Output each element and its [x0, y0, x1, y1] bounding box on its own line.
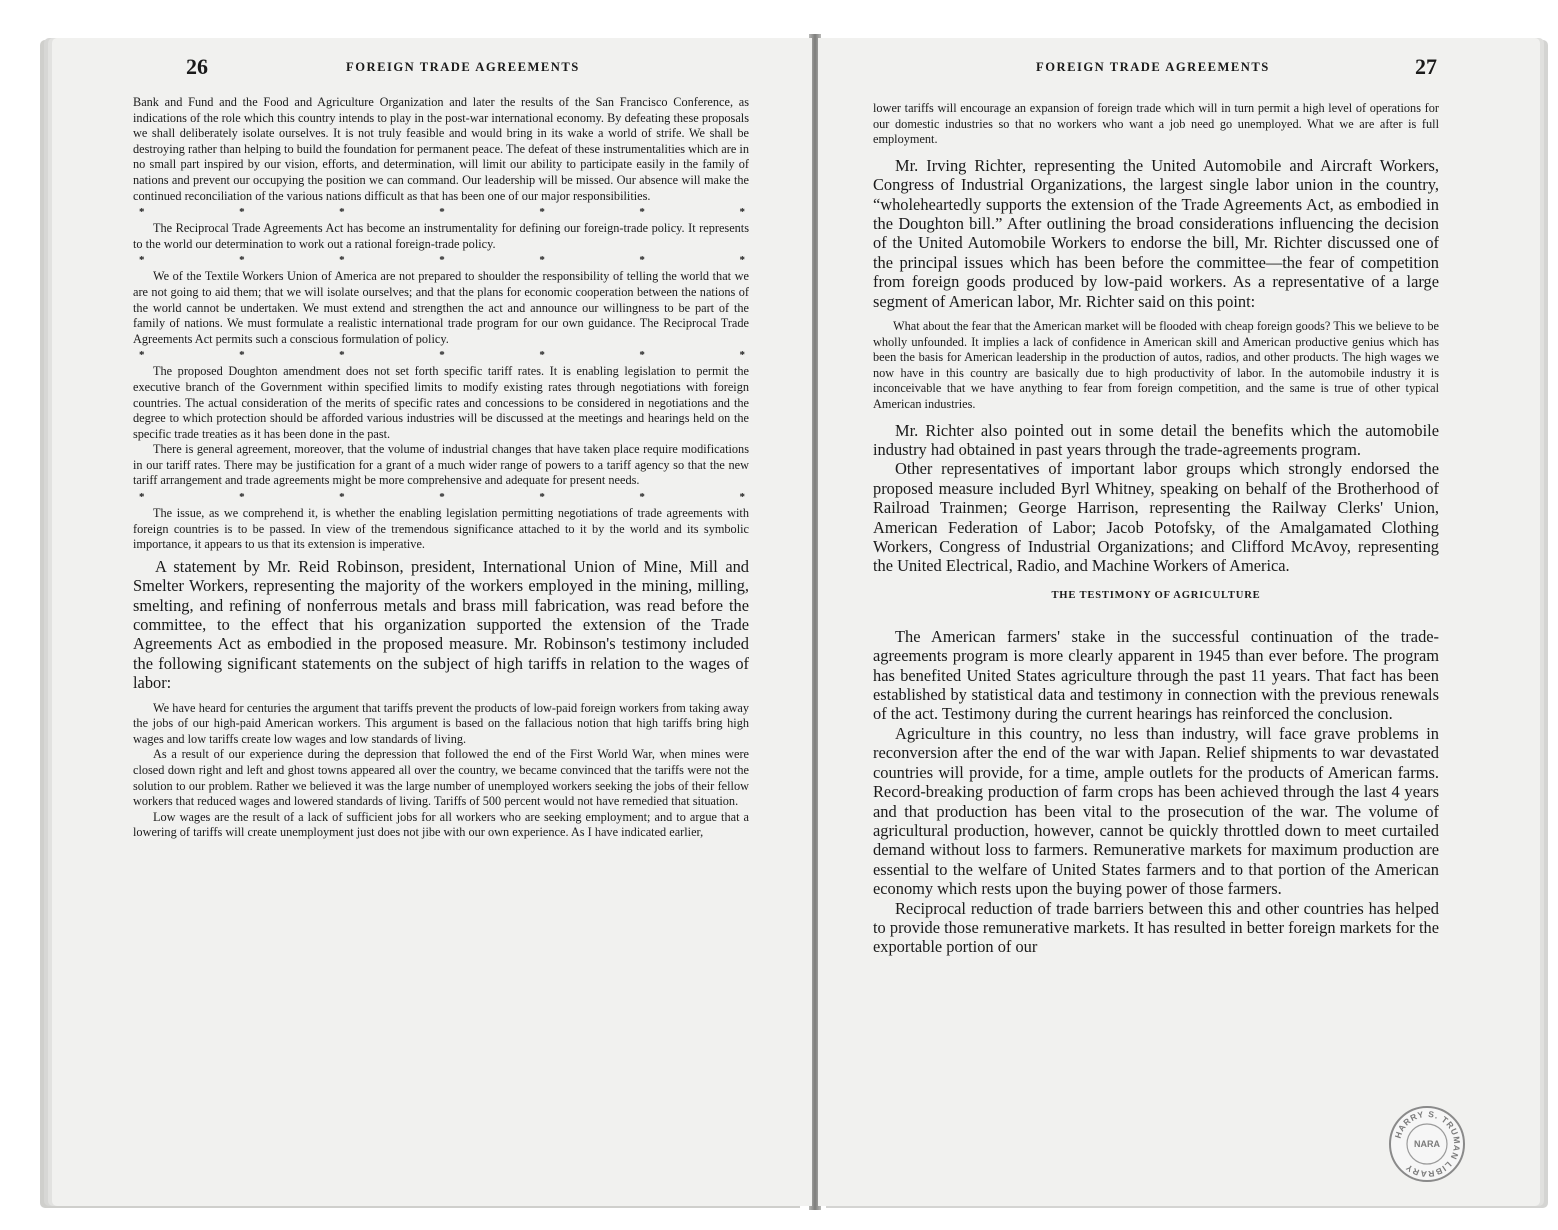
right-page-text — [873, 95, 1439, 957]
quoted-paragraph: There is general agreement, moreover, that the volume of industrial changes that have taken place require modifications in our tariff rates. There may be justification for a grant of a much wider range of powers to a tariff agency so that the new tariff arrangement and trade agreements might be more comprehensive and adequate for present needs. — [133, 442, 749, 488]
quoted-paragraph: lower tariffs will encourage an expansion of foreign trade which will in turn permit a high level of operations for our domestic industries so that no workers who want a job need go unemployed. What we are after is full employment. — [873, 101, 1439, 147]
quoted-paragraph: As a result of our experience during the depression that followed the end of the First World War, when mines were closed down right and left and ghost towns appeared all over the country, we became convinced that the tariffs were not the solution to our problem. Rather we believed it was the large number of unemployed workers seeking the jobs of their fellow workers that reduced wages and lowered standards of living. Tariffs of 500 percent would not have remedied that situation. — [133, 747, 749, 809]
quoted-paragraph: The Reciprocal Trade Agreements Act has become an instrumentality for defining our foreign-trade policy. It represents to the world our determination to work out a rational foreign-trade policy. — [133, 221, 749, 251]
quoted-paragraph: The proposed Doughton amendment does not set forth specific tariff rates. It is enabling legislation to permit the executive branch of the Government within specified limits to modify existing rates through negotiations with foreign countries. The actual consideration of the merits of specific rates and concessions to be considered in negotiations and the degree to which protection should be afforded various industries will be discussed at the meetings and hearings held on the specific trade treaties as it has been done in the past. — [133, 364, 749, 441]
body-paragraph: A statement by Mr. Reid Robinson, president, International Union of Mine, Mill and Smelter Workers, representing the majority of the workers employed in the mining, milling, smelting, and refining of nonferrous metals and brass mill fabrication, was read before the committee, to the effect that his organization supported the extension of the Trade Agreements Act as embodied in the proposed measure. Mr. Robinson's testimony included the following significant statements on the subject of high tariffs in relation to the wages of labor: — [133, 556, 749, 693]
left-page-text — [133, 95, 749, 841]
quoted-paragraph: Low wages are the result of a lack of sufficient jobs for all workers who are seeking employment; and to argue that a lowering of tariffs will create unemployment just does not jibe with our own experience. As I have indicated earlier, — [133, 809, 749, 840]
ellipsis-stars: * * * * * * * — [139, 349, 745, 362]
stamp-text: HARRY S. TRUMAN LIBRARY — [1392, 1108, 1463, 1180]
running-head: FOREIGN TRADE AGREEMENTS — [346, 60, 580, 74]
quoted-paragraph: Bank and Fund and the Food and Agriculture Organization and later the results of the San Francisco Conference, as indications of the role which this country intends to play in the post-war international economy. By defeating these proposals we shall deliberately isolate ourselves. It is not truly feasible and would bring in its wake a world of strife. We shall be destroying rather than helping to build the foundation for permanent peace. The defeat of these instrumentalities which are in no small part inspired by our vision, efforts, and determination, will limit our ability to participate easily in the family of nations and prevent our occupying the position we can command. Our leadership will be missed. Our absence will make the continued reconciliation of the various nations difficult as that has been one of our major responsibilities. — [133, 95, 749, 203]
left-page-header — [186, 54, 746, 78]
ellipsis-stars: * * * * * * * — [139, 491, 745, 504]
quoted-paragraph: We of the Textile Workers Union of America are not prepared to shoulder the responsibility of telling the world that we are not going to aid them; that we will isolate ourselves; and that the plans for economic cooperation between the nations of the world cannot be undertaken. We must extend and strengthen the act and announce our willingness to be part of the family of nations. We must formulate a realistic international trade program for our own guidance. The Reciprocal Trade Agreements Act permits such a conscious formulation of policy. — [133, 269, 749, 346]
stamp-center-text: NARA — [1414, 1139, 1440, 1149]
body-paragraph: Reciprocal reduction of trade barriers between this and other countries has helped to provide those remunerative markets. It has resulted in better foreign markets for the exportable portion of our — [873, 898, 1439, 957]
library-stamp — [1388, 1105, 1466, 1183]
body-paragraph: Agriculture in this country, no less than industry, will face grave problems in reconversion after the end of the war with Japan. Relief shipments to war devastated countries will provide, for a time, ample outlets for the products of American farms. Record-breaking production of farm crops has been achieved through the last 4 years and that production has been vital to the prosecution of the war. The volume of agricultural production, however, cannot be quickly throttled down to meet curtailed demand without loss to farmers. Remunerative markets for maximum production are essential to the welfare of United States farmers and to that portion of the American economy which rests upon the buying power of those farmers. — [873, 723, 1439, 899]
quoted-paragraph: We have heard for centuries the argument that tariffs prevent the products of low-paid foreign workers from taking away the jobs of our high-paid American workers. This argument is based on the fallacious notion that high tariffs bring high wages and low tariffs create low wages and low standards of living. — [133, 700, 749, 746]
body-paragraph: Mr. Richter also pointed out in some detail the benefits which the automobile industry had obtained in past years through the trade-agreements program. — [873, 420, 1439, 459]
page-number: 27 — [1415, 54, 1437, 79]
right-page-header — [1030, 54, 1445, 78]
ellipsis-stars: * * * * * * * — [139, 206, 745, 219]
section-heading: THE TESTIMONY OF AGRICULTURE — [1051, 589, 1261, 601]
body-paragraph: Other representatives of important labor groups which strongly endorsed the proposed measure included Byrl Whitney, speaking on behalf of the Brotherhood of Railroad Trainmen; George Harrison, representing the Railway Clerks' Union, American Federation of Labor; Jacob Potofsky, of the Amalgamated Clothing Workers, Congress of Industrial Organizations; and Clifford McAvoy, representing the United Electrical, Radio, and Machine Workers of America. — [873, 459, 1439, 576]
body-paragraph: The American farmers' stake in the successful continuation of the trade-agreements program is more clearly apparent in 1945 than ever before. The program has benefited United States agriculture through the past 11 years. That fact has been established by statistical data and testimony in connection with the previous renewals of the act. Testimony during the current hearings has reinforced the conclusion. — [873, 626, 1439, 724]
body-paragraph: Mr. Irving Richter, representing the United Automobile and Aircraft Workers, Congress of Industrial Organizations, the largest single labor union in the country, “wholeheartedly supports the extension of the Trade Agreements Act, as embodied in the Doughton bill.” After outlining the broad considerations influencing the decision of the United Automobile Workers to endorse the bill, Mr. Richter discussed one of the principal issues which has been before the committee—the fear of competition from foreign goods produced by low-paid workers. As a representative of a large segment of American labor, Mr. Richter said on this point: — [873, 155, 1439, 311]
running-head: FOREIGN TRADE AGREEMENTS — [1036, 60, 1270, 74]
ellipsis-stars: * * * * * * * — [139, 254, 745, 267]
quoted-paragraph: The issue, as we comprehend it, is whether the enabling legislation permitting negotiations of trade agreements with foreign countries is to be passed. In view of the tremendous significance attached to it by the world and its symbolic importance, it appears to us that its extension is imperative. — [133, 506, 749, 552]
quoted-paragraph: What about the fear that the American market will be flooded with cheap foreign goods? This we believe to be wholly unfounded. It implies a lack of confidence in American skill and American productive genius which has been the basis for American leadership in the production of autos, radios, and other products. The high wages we now have in this country are basically due to high productivity of labor. In the automobile industry it is inconceivable that we have anything to fear from foreign competition, and the same is true of other typical American industries. — [873, 319, 1439, 411]
page-number: 26 — [186, 54, 208, 79]
